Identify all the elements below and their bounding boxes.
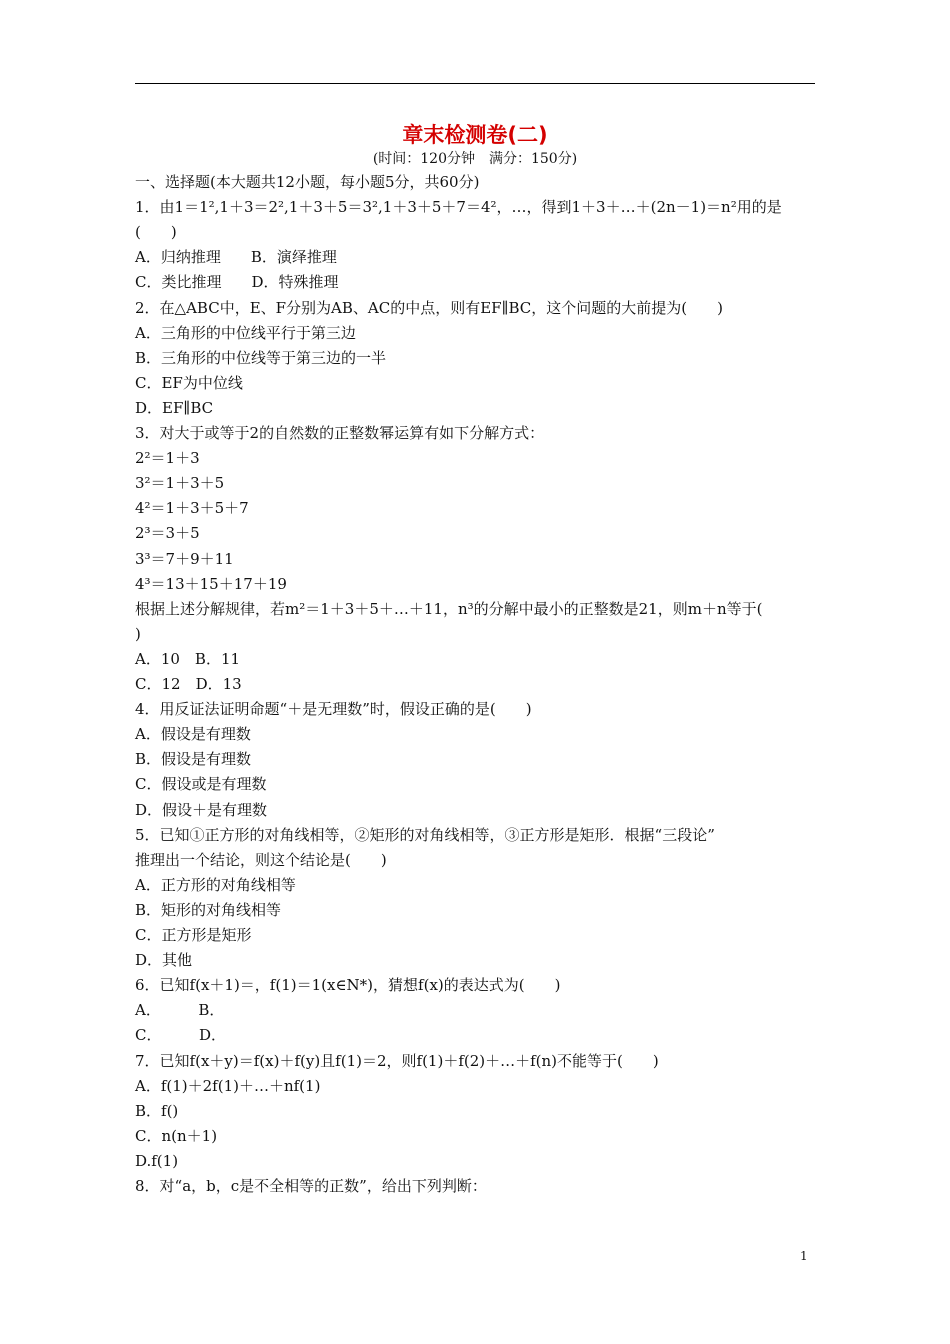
text-line: B．矩形的对角线相等 xyxy=(135,900,282,919)
text-line: D．EF∥BC xyxy=(135,398,214,417)
text-line: A． B． xyxy=(135,1001,225,1020)
text-line: 4．用反证法证明命题“＋是无理数”时，假设正确的是( ) xyxy=(135,700,532,719)
text-line: 推理出一个结论，则这个结论是( ) xyxy=(135,850,387,869)
text-line: D.f(1) xyxy=(135,1151,179,1170)
text-line: C．假设或是有理数 xyxy=(135,775,267,794)
text-line: C．正方形是矩形 xyxy=(135,926,252,944)
text-line: C．类比推理 D．特殊推理 xyxy=(135,273,339,292)
text-line: 根据上述分解规律，若m²＝1＋3＋5＋…＋11，n³的分解中最小的正整数是21，则m＋n等于( xyxy=(135,599,763,618)
text-line: 3²＝1＋3＋5 xyxy=(135,474,225,493)
text-line: 4²＝1＋3＋5＋7 xyxy=(135,499,249,518)
text-line: 5．已知①正方形的对角线相等，②矩形的对角线相等，③正方形是矩形．根据“三段论” xyxy=(135,825,715,844)
text-line: 1．由1＝1²,1＋3＝2²,1＋3＋5＝3²,1＋3＋5＋7＝4²，…，得到1＋3＋…＋(2n－1)＝n²用的是 xyxy=(135,198,782,217)
text-line: 6．已知f(x＋1)＝，f(1)＝1(x∈N*)，猜想f(x)的表达式为( ) xyxy=(135,976,561,995)
page-title: 章末检测卷(二) xyxy=(402,123,548,147)
page-subtitle: (时间：120分钟 满分：150分) xyxy=(372,151,578,167)
text-line: A．归纳推理 B．演绎推理 xyxy=(135,248,337,267)
text-line: C． D． xyxy=(135,1026,227,1045)
text-line: C．12 D．13 xyxy=(135,675,242,693)
text-line: 3³＝7＋9＋11 xyxy=(135,549,234,568)
text-line: A．正方形的对角线相等 xyxy=(135,875,296,894)
text-line: A．10 B．11 xyxy=(135,649,241,668)
page-number: 1 xyxy=(800,1249,808,1263)
text-line: 一、选择题(本大题共12小题，每小题5分，共60分) xyxy=(135,173,480,191)
text-line: B．f() xyxy=(135,1101,179,1120)
text-line: 2²＝1＋3 xyxy=(135,449,200,468)
text-line: 2．在△ABC中，E、F分别为AB、AC的中点，则有EF∥BC，这个问题的大前提为( ) xyxy=(135,298,723,317)
text-line: D．其他 xyxy=(135,951,193,970)
text-line: B．三角形的中位线等于第三边的一半 xyxy=(135,348,387,367)
text-line: 2³＝3＋5 xyxy=(135,524,200,543)
text-line: D．假设＋是有理数 xyxy=(135,800,268,819)
text-line: C．n(n＋1) xyxy=(135,1126,218,1145)
text-line: A．假设是有理数 xyxy=(135,725,251,744)
text-line: ( ) xyxy=(135,223,177,242)
text-line: A．三角形的中位线平行于第三边 xyxy=(135,323,356,342)
text-line: B．假设是有理数 xyxy=(135,750,252,769)
text-line: A．f(1)＋2f(1)＋…＋nf(1) xyxy=(135,1076,321,1095)
text-line: 4³＝13＋15＋17＋19 xyxy=(135,574,287,593)
text-line: 3．对大于或等于2的自然数的正整数幂运算有如下分解方式： xyxy=(135,424,545,442)
header-rule xyxy=(135,83,815,84)
text-line: ) xyxy=(135,624,141,643)
text-line: C．EF为中位线 xyxy=(135,373,243,392)
text-line: 8．对“a，b，c是不全相等的正数”，给出下列判断： xyxy=(135,1177,487,1195)
text-line: 7．已知f(x＋y)＝f(x)＋f(y)且f(1)＝2，则f(1)＋f(2)＋…＋f(n)不能等于( ) xyxy=(135,1051,659,1070)
